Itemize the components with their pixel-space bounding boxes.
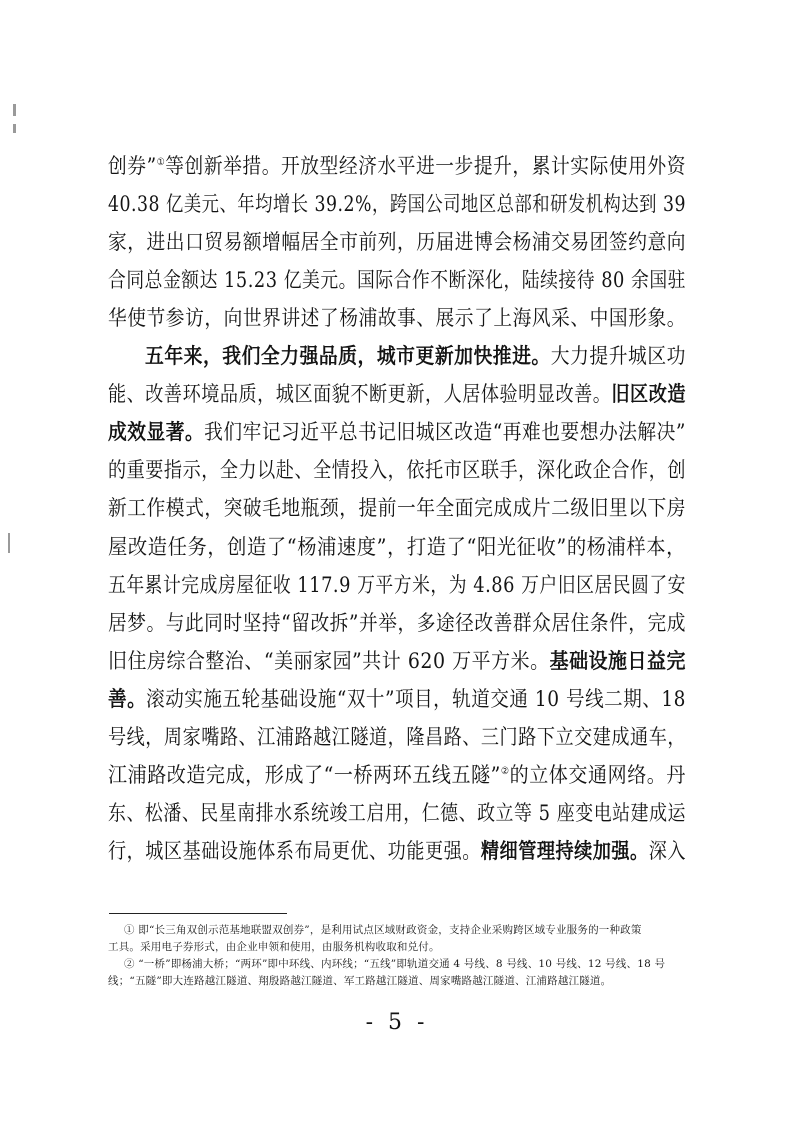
text-segment: 我们牢记习近平总书记旧城区改造“再难也要想办法解决” [204, 420, 686, 445]
body-line [108, 495, 686, 521]
body-line [108, 724, 686, 750]
body-line [108, 610, 686, 636]
body-line [108, 572, 686, 598]
scan-mark [13, 124, 16, 133]
text-segment: 五年累计完成房屋征收 117.9 万平方米，为 4.86 万户旧区居民圆了安 [108, 572, 686, 597]
text-segment: 能、改善环境品质，城区面貌不断更新，人居体验明显改善。 [108, 382, 612, 407]
body-line [108, 838, 686, 864]
scan-mark [8, 533, 10, 553]
bold-text: 基础设施日益完 [549, 648, 686, 673]
body-line [108, 648, 686, 674]
text-segment: 合同总金额达 15.23 亿美元。国际合作不断深化，陆续接待 80 余国驻 [108, 268, 686, 293]
bold-text: 旧区改造 [611, 382, 686, 407]
footnote-ref: ① [156, 157, 166, 168]
text-segment: 家，进出口贸易额增幅居全市前列，历届进博会杨浦交易团签约意向 [108, 230, 686, 255]
text-segment: 新工作模式，突破毛地瓶颈，提前一年全面完成成片二级旧里以下房 [108, 496, 686, 521]
text-segment: 旧住房综合整治、“美丽家园”共计 620 万平方米。 [108, 648, 550, 673]
text-segment: 屋改造任务，创造了“杨浦速度”，打造了“阳光征收”的杨浦样本， [108, 534, 686, 559]
text-segment: 的重要指示，全力以赴、全情投入，依托市区联手，深化政企合作，创 [108, 458, 686, 483]
text-segment: 江浦路改造完成，形成了“一桥两环五线五隧” [108, 762, 501, 787]
bold-text: 善。 [108, 686, 147, 711]
bold-text: 成效显著。 [108, 420, 205, 445]
body-line [108, 762, 686, 788]
text-segment: 40.38 亿美元、年均增长 39.2%，跨国公司地区总部和研发机构达到 39 [108, 192, 686, 217]
footnote-line: 线；“五隧”即大连路越江隧道、翔殷路越江隧道、军工路越江隧道、周家嘴路越江隧道、江浦路越江隧道。 [108, 975, 612, 987]
footnote-divider [109, 913, 287, 914]
page-number: - 5 - [365, 1010, 429, 1035]
text-segment: 华使节参访，向世界讲述了杨浦故事、展示了上海风采、中国形象。 [108, 306, 686, 331]
footnote-line: 工具。采用电子券形式，由企业申领和使用，由服务机构收取和兑付。 [108, 941, 440, 953]
body-line [108, 457, 686, 483]
body-line [108, 800, 686, 826]
text-segment: 深入 [648, 838, 686, 863]
body-line [108, 153, 686, 179]
body-line [108, 686, 686, 712]
body-line [108, 267, 686, 293]
bold-text: 精细管理持续加强。 [480, 838, 649, 863]
text-segment: 居梦。与此同时坚持“留改拆”并举，多途径改善群众居住条件，完成 [108, 610, 686, 635]
footnote-line: ② “一桥”即杨浦大桥；“两环”即中环线、内环线；“五线”即轨道交通 4 号线、8 号线、10 号线、12 号线、18 号 [124, 958, 666, 970]
text-segment: 等创新举措。开放型经济水平进一步提升，累计实际使用外资 [165, 154, 686, 178]
body-line [108, 381, 686, 407]
text-segment: 行，城区基础设施体系布局更优、功能更强。 [108, 838, 481, 863]
body-line [145, 343, 686, 369]
text-segment: 的立体交通网络。丹 [509, 762, 686, 787]
text-segment: 号线，周家嘴路、江浦路越江隧道，隆昌路、三门路下立交建成通车， [108, 724, 686, 749]
footnote-ref: ② [500, 765, 510, 777]
body-line [108, 191, 686, 217]
body-line [108, 229, 686, 255]
footnote-line: ① 即“长三角双创示范基地联盟双创券”，是利用试点区域财政资金，支持企业采购跨区域专业服务的一种政策 [124, 924, 642, 936]
text-segment: 创券” [108, 154, 157, 178]
scan-mark [13, 104, 16, 116]
text-segment: 滚动实施五轮基础设施“双十”项目，轨道交通 10 号线二期、18 [146, 686, 686, 711]
bold-text: 五年来，我们全力强品质，城市更新加快推进。 [145, 344, 551, 369]
body-line [108, 419, 686, 445]
text-segment: 东、松潘、民星南排水系统竣工启用，仁德、政立等 5 座变电站建成运 [108, 800, 686, 825]
text-segment: 大力提升城区功 [550, 344, 686, 369]
body-line [108, 534, 686, 560]
body-line [108, 305, 686, 331]
